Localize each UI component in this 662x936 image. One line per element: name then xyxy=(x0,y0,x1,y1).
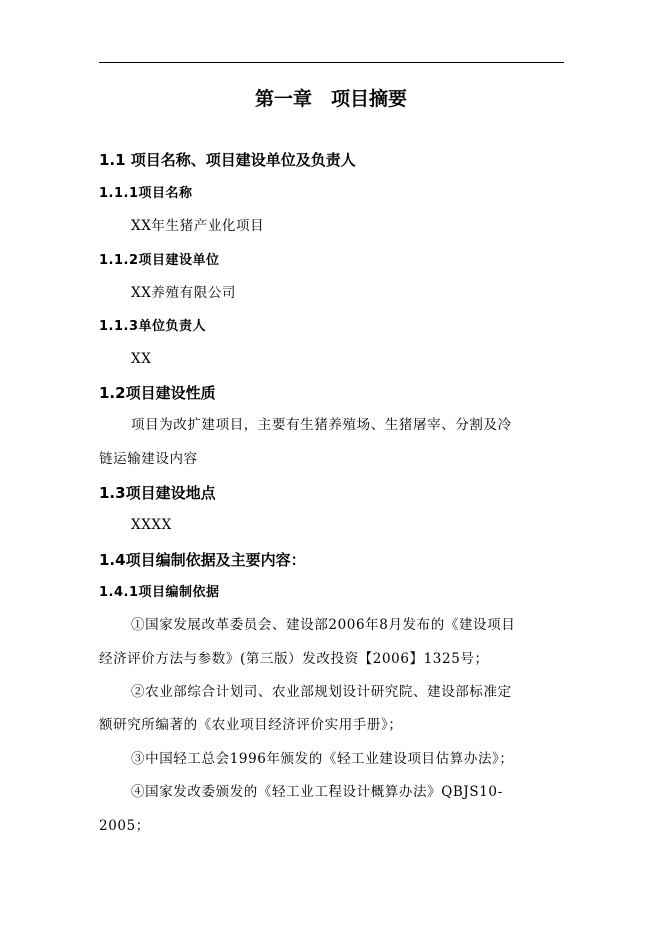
section-heading-1-4: 1.4项目编制依据及主要内容： xyxy=(99,551,306,569)
basis-item-3-line1: ③中国轻工总会1996年颁发的《轻工业建设项目估算办法》； xyxy=(131,751,514,767)
section-heading-1-4-1: 1.4.1项目编制依据 xyxy=(99,585,220,600)
section-heading-1-1-1: 1.1.1项目名称 xyxy=(99,186,193,201)
project-name-text: XX年生猪产业化项目 xyxy=(131,218,265,234)
construction-unit-text: XX养殖有限公司 xyxy=(131,285,237,301)
section-heading-1-1-3: 1.1.3单位负责人 xyxy=(99,319,207,334)
header-rule xyxy=(99,62,564,63)
section-heading-1-1: 1.1 项目名称、项目建设单位及负责人 xyxy=(99,151,356,169)
basis-item-1-line2: 经济评价方法与参数》(第三版）发改投资【2006】1325号； xyxy=(99,651,489,667)
basis-item-2-line2: 额研究所编著的《农业项目经济评价实用手册》； xyxy=(99,717,403,733)
section-heading-1-3: 1.3项目建设地点 xyxy=(99,484,216,502)
chapter-title: 第一章 项目摘要 xyxy=(254,88,407,110)
construction-nature-line2: 链运输建设内容 xyxy=(99,451,198,467)
basis-item-4-line2: 2005； xyxy=(99,818,150,834)
basis-item-2-line1: ②农业部综合计划司、农业部规划设计研究院、建设部标准定 xyxy=(131,684,512,700)
section-heading-1-2: 1.2项目建设性质 xyxy=(99,384,216,402)
basis-item-4-line1: ④国家发改委颁发的《轻工业工程设计概算办法》QBJS10- xyxy=(131,784,503,800)
responsible-person-text: XX xyxy=(131,351,152,367)
basis-item-1-line1: ①国家发展改革委员会、建设部2006年8月发布的《建设项目 xyxy=(131,617,516,633)
construction-location-text: XXXX xyxy=(131,517,172,533)
construction-nature-line1: 项目为改扩建项目，主要有生猪养殖场、生猪屠宰、分割及冷 xyxy=(131,417,512,433)
section-heading-1-1-2: 1.1.2项目建设单位 xyxy=(99,253,220,268)
